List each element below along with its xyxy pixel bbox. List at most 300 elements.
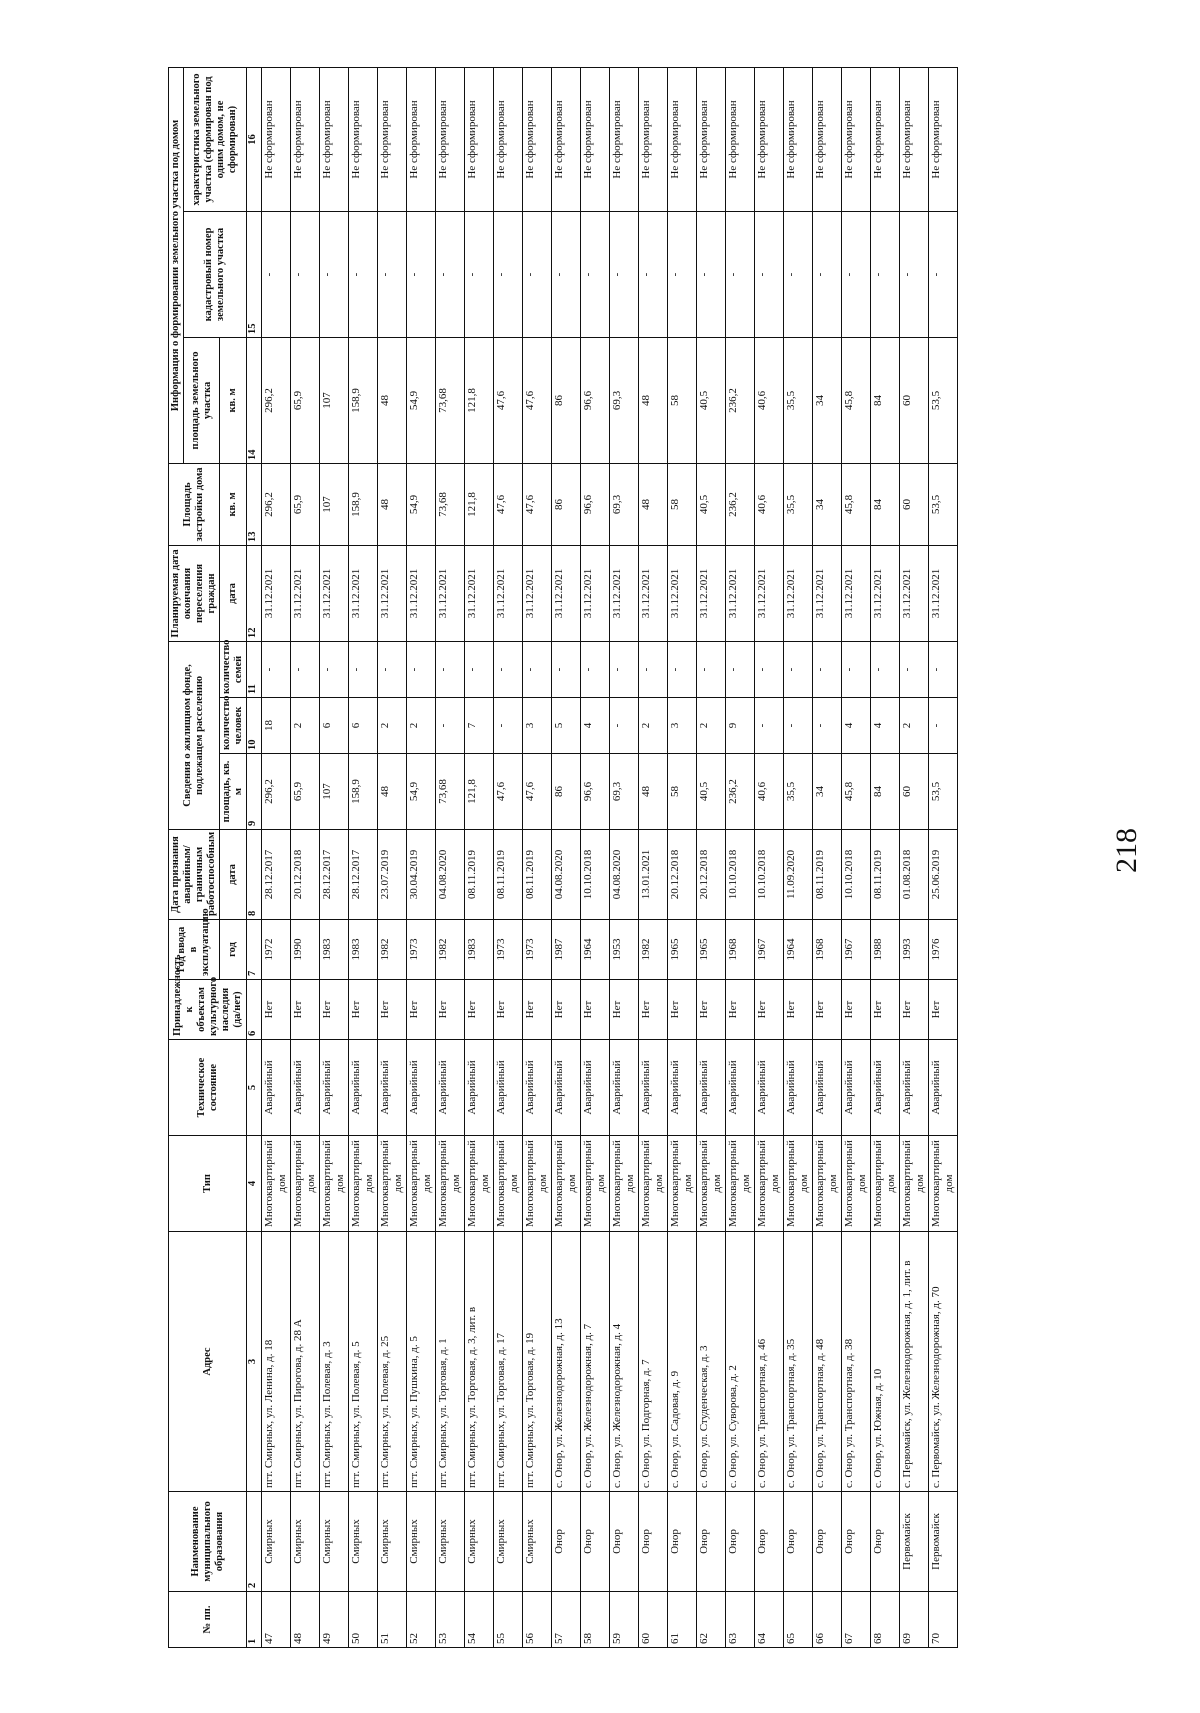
cell-cadastral: - [523,211,552,337]
cell-area: 86 [552,754,581,830]
table-row [581,67,610,1647]
cell-year: 1988 [871,920,900,980]
cell-area: 54,9 [407,754,436,830]
cell-year: 1973 [523,920,552,980]
cell-date-recognized: 20.12.2018 [668,830,697,920]
cell-land-area: 158,9 [349,337,378,463]
cell-municipality: Онор [697,1492,726,1592]
cell-land-status: Не сформирован [784,67,813,211]
cell-build-area: 65,9 [291,463,320,545]
cell-cadastral: - [784,211,813,337]
cell-municipality: Смирных [436,1492,465,1592]
cell-no: 60 [639,1592,668,1648]
cell-families: - [320,641,349,697]
cell-planned-date: 31.12.2021 [668,545,697,641]
cell-heritage: Нет [610,980,639,1040]
header-land-area: площадь земельного участка [184,337,220,463]
cell-families: - [668,641,697,697]
header-year-sub: год [220,920,247,980]
cell-families: - [813,641,842,697]
cell-year: 1953 [610,920,639,980]
cell-date-recognized: 28.12.2017 [349,830,378,920]
header-land-status: характеристика земельного участка (сформирован под одним домом, не сформирован) [184,67,247,211]
cell-year: 1968 [726,920,755,980]
cell-land-area: 45,8 [842,337,871,463]
cell-address: с. Онор, ул. Подгорная, д. 7 [639,1232,668,1492]
cell-land-status: Не сформирован [291,67,320,211]
cell-year: 1982 [639,920,668,980]
cell-planned-date: 31.12.2021 [871,545,900,641]
cell-technical-state: Аварийный [436,1040,465,1136]
cell-type: Многоквартирный дом [436,1136,465,1232]
cell-build-area: 47,6 [523,463,552,545]
cell-date-recognized: 08.11.2019 [871,830,900,920]
cell-date-recognized: 01.08.2018 [900,830,929,920]
cell-no: 63 [726,1592,755,1648]
cell-technical-state: Аварийный [465,1040,494,1136]
cell-families: - [697,641,726,697]
cell-year: 1964 [784,920,813,980]
cell-families: - [581,641,610,697]
cell-municipality: Смирных [291,1492,320,1592]
cell-technical-state: Аварийный [668,1040,697,1136]
cell-heritage: Нет [842,980,871,1040]
cell-type: Многоквартирный дом [929,1136,958,1232]
cell-area: 45,8 [842,754,871,830]
cell-municipality: Смирных [378,1492,407,1592]
cell-planned-date: 31.12.2021 [378,545,407,641]
cell-date-recognized: 10.10.2018 [726,830,755,920]
cell-year: 1993 [900,920,929,980]
cell-heritage: Нет [436,980,465,1040]
cell-area: 53,5 [929,754,958,830]
cell-land-status: Не сформирован [610,67,639,211]
cell-planned-date: 31.12.2021 [726,545,755,641]
header-people: количество человек [220,698,247,754]
cell-municipality: Первомайск [900,1492,929,1592]
cell-type: Многоквартирный дом [378,1136,407,1232]
cell-families: - [929,641,958,697]
cell-type: Многоквартирный дом [349,1136,378,1232]
cell-date-recognized: 08.11.2019 [523,830,552,920]
cell-area: 35,5 [784,754,813,830]
table-row [697,67,726,1647]
cell-address: с. Онор, ул. Суворова, д. 2 [726,1232,755,1492]
cell-address: с. Онор, ул. Железнодорожная, д. 4 [610,1232,639,1492]
cell-no: 56 [523,1592,552,1648]
cell-build-area: 34 [813,463,842,545]
cell-families: - [262,641,291,697]
cell-municipality: Смирных [320,1492,349,1592]
cell-build-area: 40,5 [697,463,726,545]
cell-build-area: 73,68 [436,463,465,545]
cell-cadastral: - [639,211,668,337]
cell-land-area: 34 [813,337,842,463]
table-row [900,67,929,1647]
cell-technical-state: Аварийный [262,1040,291,1136]
cell-no: 50 [349,1592,378,1648]
header-cadastral: кадастровый номер земельного участка [184,211,247,337]
cell-land-status: Не сформирован [378,67,407,211]
cell-land-area: 86 [552,337,581,463]
cell-heritage: Нет [262,980,291,1040]
cell-no: 62 [697,1592,726,1648]
cell-people: 18 [262,698,291,754]
header-area: площадь, кв. м [220,754,247,830]
cell-land-status: Не сформирован [900,67,929,211]
column-number: 16 [247,67,262,211]
cell-address: с. Первомайск, ул. Железнодорожная, д. 1, лит. в [900,1232,929,1492]
cell-year: 1976 [929,920,958,980]
header-technical-state: Техническое состояние [169,1040,247,1136]
cell-families: - [610,641,639,697]
cell-people: 3 [668,698,697,754]
header-build-area: Площадь застройки дома [169,463,220,545]
cell-municipality: Онор [842,1492,871,1592]
column-number: 5 [247,1040,262,1136]
cell-land-area: 40,6 [755,337,784,463]
cell-no: 52 [407,1592,436,1648]
cell-land-status: Не сформирован [639,67,668,211]
cell-area: 73,68 [436,754,465,830]
cell-planned-date: 31.12.2021 [697,545,726,641]
cell-technical-state: Аварийный [726,1040,755,1136]
cell-municipality: Смирных [494,1492,523,1592]
cell-planned-date: 31.12.2021 [784,545,813,641]
cell-no: 65 [784,1592,813,1648]
cell-build-area: 54,9 [407,463,436,545]
cell-date-recognized: 23.07.2019 [378,830,407,920]
cell-type: Многоквартирный дом [900,1136,929,1232]
cell-people: - [436,698,465,754]
cell-land-status: Не сформирован [842,67,871,211]
header-address: Адрес [169,1232,247,1492]
cell-municipality: Смирных [407,1492,436,1592]
cell-families: - [871,641,900,697]
cell-technical-state: Аварийный [784,1040,813,1136]
cell-type: Многоквартирный дом [407,1136,436,1232]
cell-build-area: 53,5 [929,463,958,545]
cell-cadastral: - [378,211,407,337]
cell-type: Многоквартирный дом [465,1136,494,1232]
table-row [262,67,291,1647]
cell-municipality: Онор [552,1492,581,1592]
cell-cadastral: - [900,211,929,337]
cell-families: - [378,641,407,697]
cell-municipality: Онор [784,1492,813,1592]
cell-no: 59 [610,1592,639,1648]
cell-cadastral: - [610,211,639,337]
cell-date-recognized: 13.01.2021 [639,830,668,920]
cell-no: 58 [581,1592,610,1648]
cell-type: Многоквартирный дом [494,1136,523,1232]
column-number: 3 [247,1232,262,1492]
cell-no: 69 [900,1592,929,1648]
cell-area: 96,6 [581,754,610,830]
table-row [523,67,552,1647]
cell-land-status: Не сформирован [929,67,958,211]
cell-technical-state: Аварийный [552,1040,581,1136]
header-municipality: Наименование муниципального образования [169,1492,247,1592]
cell-year: 1967 [842,920,871,980]
cell-type: Многоквартирный дом [871,1136,900,1232]
cell-date-recognized: 30.04.2019 [407,830,436,920]
cell-planned-date: 31.12.2021 [262,545,291,641]
cell-people: 4 [871,698,900,754]
header-planned-date: Планируемая дата окончания переселения граждан [169,545,220,641]
cell-address: пгт. Смирных, ул. Торговая, д. 3, лит. в [465,1232,494,1492]
column-number-row [247,67,262,1647]
cell-address: с. Онор, ул. Южная, д. 10 [871,1232,900,1492]
cell-type: Многоквартирный дом [610,1136,639,1232]
cell-families: - [900,641,929,697]
cell-people: 2 [697,698,726,754]
cell-heritage: Нет [639,980,668,1040]
header-land-info: Информация о формировании земельного участка под домом [169,67,184,463]
cell-families: - [436,641,465,697]
cell-year: 1964 [581,920,610,980]
cell-land-status: Не сформирован [697,67,726,211]
cell-type: Многоквартирный дом [813,1136,842,1232]
cell-year: 1968 [813,920,842,980]
table-row [291,67,320,1647]
cell-land-area: 65,9 [291,337,320,463]
cell-heritage: Нет [407,980,436,1040]
cell-technical-state: Аварийный [813,1040,842,1136]
cell-no: 49 [320,1592,349,1648]
cell-planned-date: 31.12.2021 [494,545,523,641]
cell-type: Многоквартирный дом [291,1136,320,1232]
cell-municipality: Смирных [349,1492,378,1592]
cell-families: - [639,641,668,697]
cell-type: Многоквартирный дом [320,1136,349,1232]
cell-build-area: 96,6 [581,463,610,545]
cell-land-area: 236,2 [726,337,755,463]
cell-technical-state: Аварийный [581,1040,610,1136]
cell-municipality: Смирных [262,1492,291,1592]
cell-cadastral: - [407,211,436,337]
cell-area: 40,6 [755,754,784,830]
cell-build-area: 158,9 [349,463,378,545]
cell-heritage: Нет [349,980,378,1040]
cell-planned-date: 31.12.2021 [755,545,784,641]
cell-date-recognized: 25.06.2019 [929,830,958,920]
cell-families: - [494,641,523,697]
column-number: 11 [247,641,262,697]
cell-area: 121,8 [465,754,494,830]
cell-no: 70 [929,1592,958,1648]
cell-people: - [755,698,784,754]
cell-address: с. Онор, ул. Транспортная, д. 35 [784,1232,813,1492]
cell-no: 57 [552,1592,581,1648]
cell-year: 1972 [262,920,291,980]
cell-year: 1982 [378,920,407,980]
header-land-area-sub: кв. м [220,337,247,463]
cell-date-recognized: 11.09.2020 [784,830,813,920]
cell-area: 40,5 [697,754,726,830]
cell-build-area: 58 [668,463,697,545]
header-families: количество семей [220,641,247,697]
cell-people: 2 [378,698,407,754]
cell-planned-date: 31.12.2021 [842,545,871,641]
cell-no: 54 [465,1592,494,1648]
cell-type: Многоквартирный дом [755,1136,784,1232]
cell-municipality: Онор [871,1492,900,1592]
cell-planned-date: 31.12.2021 [291,545,320,641]
cell-municipality: Онор [813,1492,842,1592]
cell-heritage: Нет [465,980,494,1040]
cell-technical-state: Аварийный [407,1040,436,1136]
cell-no: 67 [842,1592,871,1648]
cell-address: пгт. Смирных, ул. Полевая, д. 5 [349,1232,378,1492]
cell-cadastral: - [291,211,320,337]
cell-people: - [813,698,842,754]
cell-families: - [726,641,755,697]
cell-technical-state: Аварийный [349,1040,378,1136]
cell-type: Многоквартирный дом [552,1136,581,1232]
page-number: 218 [1110,828,1143,873]
cell-date-recognized: 28.12.2017 [262,830,291,920]
cell-land-status: Не сформирован [349,67,378,211]
cell-land-status: Не сформирован [813,67,842,211]
cell-land-status: Не сформирован [871,67,900,211]
column-number: 4 [247,1136,262,1232]
cell-address: с. Онор, ул. Железнодорожная, д. 7 [581,1232,610,1492]
cell-address: с. Онор, ул. Транспортная, д. 48 [813,1232,842,1492]
cell-planned-date: 31.12.2021 [639,545,668,641]
header-type: Тип [169,1136,247,1232]
cell-land-area: 53,5 [929,337,958,463]
cell-heritage: Нет [784,980,813,1040]
cell-year: 1965 [668,920,697,980]
cell-land-status: Не сформирован [262,67,291,211]
cell-technical-state: Аварийный [639,1040,668,1136]
cell-planned-date: 31.12.2021 [610,545,639,641]
cell-address: с. Онор, ул. Железнодорожная, д. 13 [552,1232,581,1492]
cell-technical-state: Аварийный [378,1040,407,1136]
cell-families: - [552,641,581,697]
cell-date-recognized: 04.08.2020 [610,830,639,920]
cell-address: с. Онор, ул. Транспортная, д. 46 [755,1232,784,1492]
cell-land-area: 40,5 [697,337,726,463]
table-row [842,67,871,1647]
cell-type: Многоквартирный дом [639,1136,668,1232]
cell-families: - [407,641,436,697]
column-number: 6 [247,980,262,1040]
cell-heritage: Нет [552,980,581,1040]
cell-type: Многоквартирный дом [523,1136,552,1232]
cell-heritage: Нет [871,980,900,1040]
cell-people: - [610,698,639,754]
cell-build-area: 296,2 [262,463,291,545]
cell-no: 68 [871,1592,900,1648]
table-row [726,67,755,1647]
cell-build-area: 48 [639,463,668,545]
cell-area: 65,9 [291,754,320,830]
cell-technical-state: Аварийный [494,1040,523,1136]
cell-build-area: 236,2 [726,463,755,545]
cell-no: 53 [436,1592,465,1648]
cell-land-area: 35,5 [784,337,813,463]
cell-land-area: 58 [668,337,697,463]
cell-build-area: 84 [871,463,900,545]
cell-build-area: 47,6 [494,463,523,545]
cell-planned-date: 31.12.2021 [320,545,349,641]
cell-municipality: Онор [726,1492,755,1592]
cell-land-area: 73,68 [436,337,465,463]
cell-municipality: Онор [639,1492,668,1592]
cell-heritage: Нет [900,980,929,1040]
column-number: 14 [247,337,262,463]
cell-land-status: Не сформирован [320,67,349,211]
cell-heritage: Нет [668,980,697,1040]
cell-cadastral: - [813,211,842,337]
cell-people: 6 [349,698,378,754]
header-housing-info: Сведения о жилищном фонде, подлежащем расселению [169,641,220,829]
column-number: 2 [247,1492,262,1592]
cell-area: 236,2 [726,754,755,830]
cell-date-recognized: 04.08.2020 [436,830,465,920]
cell-people: 2 [639,698,668,754]
cell-year: 1983 [349,920,378,980]
cell-address: пгт. Смирных, ул. Торговая, д. 1 [436,1232,465,1492]
cell-heritage: Нет [581,980,610,1040]
cell-type: Многоквартирный дом [697,1136,726,1232]
column-number: 1 [247,1592,262,1648]
cell-build-area: 60 [900,463,929,545]
cell-heritage: Нет [523,980,552,1040]
cell-land-status: Не сформирован [668,67,697,211]
cell-land-status: Не сформирован [755,67,784,211]
cell-cadastral: - [494,211,523,337]
cell-land-area: 47,6 [494,337,523,463]
cell-municipality: Смирных [465,1492,494,1592]
cell-date-recognized: 28.12.2017 [320,830,349,920]
cell-technical-state: Аварийный [929,1040,958,1136]
table-row [668,67,697,1647]
cell-families: - [349,641,378,697]
header-no: № пп. [169,1592,247,1648]
cell-heritage: Нет [378,980,407,1040]
cell-year: 1973 [494,920,523,980]
cell-cadastral: - [755,211,784,337]
cell-cadastral: - [929,211,958,337]
cell-no: 48 [291,1592,320,1648]
cell-people: 2 [900,698,929,754]
cell-address: пгт. Смирных, ул. Ленина, д. 18 [262,1232,291,1492]
cell-people: 2 [407,698,436,754]
cell-people: 3 [523,698,552,754]
cell-people: - [494,698,523,754]
cell-land-status: Не сформирован [523,67,552,211]
cell-address: с. Онор, ул. Транспортная, д. 38 [842,1232,871,1492]
cell-heritage: Нет [755,980,784,1040]
header-year: Год ввода в эксплуатацию [169,920,220,980]
cell-date-recognized: 20.12.2018 [697,830,726,920]
cell-build-area: 45,8 [842,463,871,545]
cell-no: 47 [262,1592,291,1648]
cell-technical-state: Аварийный [320,1040,349,1136]
cell-build-area: 121,8 [465,463,494,545]
cell-people: - [784,698,813,754]
cell-date-recognized: 08.11.2019 [494,830,523,920]
table-row [465,67,494,1647]
cell-technical-state: Аварийный [697,1040,726,1136]
table-row [552,67,581,1647]
cell-people: 5 [552,698,581,754]
table-row [784,67,813,1647]
cell-address: пгт. Смирных, ул. Пирогова, д. 28 А [291,1232,320,1492]
